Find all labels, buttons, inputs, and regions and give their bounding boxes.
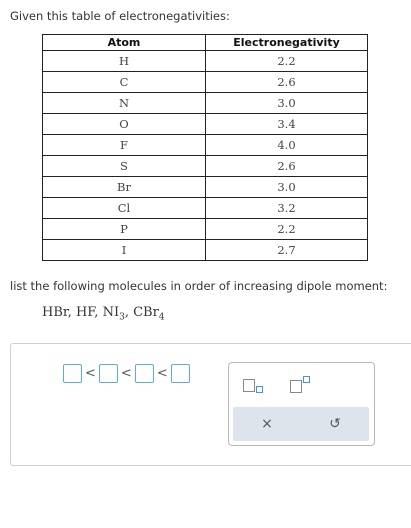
table-row [43, 114, 368, 135]
table-row [43, 219, 368, 240]
table-row [43, 135, 368, 156]
palette-action-bar [233, 407, 369, 441]
table-header-row [43, 35, 368, 51]
table-row [43, 51, 368, 72]
separator: , [94, 305, 103, 320]
clear-button[interactable]: × [261, 416, 273, 432]
atom-cell: Cl [43, 198, 206, 219]
separator: , [124, 305, 134, 320]
atom-cell: S [43, 156, 206, 177]
table-row [43, 93, 368, 114]
molecule-cbr4: CBr$_4$ [133, 305, 165, 323]
less-than-sign: < [85, 366, 96, 381]
subscript-button[interactable] [241, 375, 265, 393]
electronegativity-cell: 4.0 [206, 135, 368, 156]
atom-cell: H [43, 51, 206, 72]
less-than-sign: < [156, 366, 168, 381]
answer-slot-2[interactable] [99, 364, 118, 383]
answer-slot-4[interactable] [171, 364, 190, 383]
molecule-list [42, 305, 165, 323]
intro-text: Given this table of electronegativities: [10, 9, 230, 23]
atom-cell: O [43, 114, 206, 135]
electronegativity-cell: 3.2 [206, 198, 368, 219]
atom-cell: C [43, 72, 206, 93]
atom-cell: Br [43, 177, 206, 198]
table-row [43, 177, 368, 198]
electronegativity-table [42, 34, 368, 261]
superscript-icon [290, 380, 302, 393]
separator: , [67, 305, 76, 320]
answer-slot-1[interactable] [63, 364, 82, 383]
column-header-atom: Atom [43, 35, 206, 51]
molecule-ni3: $NI_3$ [102, 305, 125, 323]
answer-panel [10, 343, 411, 466]
molecule-hbr: HBr [42, 305, 68, 320]
subscript-icon [243, 379, 255, 392]
atom-cell: I [43, 240, 206, 261]
electronegativity-cell: 3.0 [206, 93, 368, 114]
molecule-hf: HF [75, 305, 95, 320]
atom-cell: N [43, 93, 206, 114]
answer-slot-3[interactable] [135, 364, 154, 383]
math-palette [228, 362, 375, 446]
atom-cell: F [43, 135, 206, 156]
electronegativity-cell: 2.7 [206, 240, 368, 261]
table-row [43, 198, 368, 219]
less-than-sign: < [120, 366, 132, 381]
atom-cell: P [43, 219, 206, 240]
electronegativity-cell: 2.2 [206, 51, 368, 72]
undo-button[interactable]: ↺ [329, 416, 341, 432]
table-row [43, 156, 368, 177]
superscript-button[interactable] [288, 375, 312, 393]
electronegativity-cell: 3.4 [206, 114, 368, 135]
column-header-electronegativity: Electronegativity [206, 35, 368, 51]
table-row [43, 240, 368, 261]
electronegativity-cell: 3.0 [206, 177, 368, 198]
instruction-text: list the following molecules in order of increasing dipole moment: [10, 279, 388, 293]
electronegativity-cell: 2.2 [206, 219, 368, 240]
electronegativity-cell: 2.6 [206, 72, 368, 93]
table-row [43, 72, 368, 93]
answer-ordering [63, 364, 190, 383]
electronegativity-cell: 2.6 [206, 156, 368, 177]
